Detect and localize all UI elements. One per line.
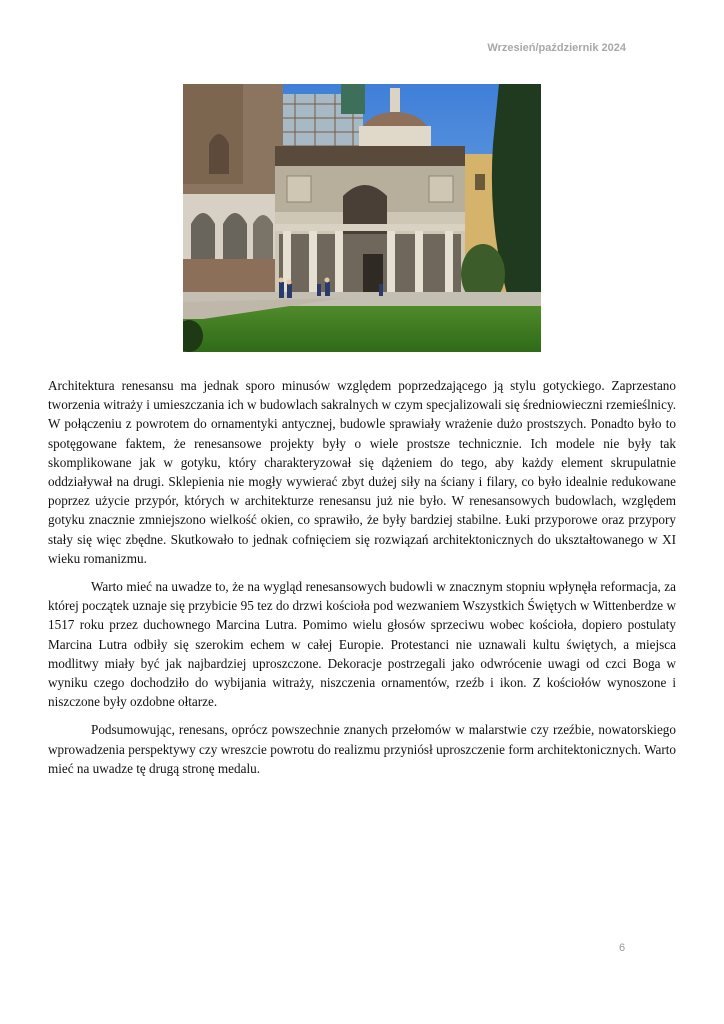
chapel-photo — [183, 84, 541, 352]
paragraph-1: Architektura renesansu ma jednak sporo minusów względem poprzedzającego ją stylu gotyckiego. Zaprzestano tworzenia witraży i umieszczania ich w budowlach sakralnych w czym specjalizowali się średniowieczni rzemieślnicy. W połączeniu z powrotem do ornamentyki antycznej, budowle sprawiały wrażenie dużo prostszych. Ponadto było to spotęgowane faktem, że renesansowe projekty były o wiele prostsze technicznie. Ich modele nie były tak skomplikowane jak w gotyku, który charakteryzował się dążeniem do tego, aby każdy element skrupulatnie oddziaływał na drugi. Sklepienia nie mogły wywierać zbyt dużej siły na ściany i filary, co było idealnie redukowane poprzez użycie przypór, których w architekturze renesansu już nie było. W renesansowych budowlach, względem gotyku znacznie zmniejszono wielkość okien, co sprawiło, że były bardziej stabilne. Łuki przyporowe oraz przypory stały się więc zbędne. Skutkowało to jednak cofnięciem się rozwiązań architektonicznych do ukształtowanego w XI wieku romanizmu. — [48, 378, 676, 566]
issue-date-header: Wrzesień/październik 2024 — [487, 42, 626, 54]
article-body — [48, 376, 676, 787]
paragraph-3: Podsumowując, renesans, oprócz powszechnie znanych przełomów w malarstwie czy rzeźbie, nowatorskiego wprowadzenia perspektywy czy wreszcie powrotu do realizmu przyniósł uproszczenie form architektonicznych. Warto mieć na uwadze tę drugą stronę medalu. — [48, 722, 676, 776]
paragraph-2: Warto mieć na uwadze to, że na wygląd renesansowych budowli w znacznym stopniu wpłynęła reformacja, za której początek uznaje się przybicie 95 tez do drzwi kościoła pod wezwaniem Wszystkich Świętych w Wittenberdze w 1517 roku przez duchownego Marcina Lutra. Pomimo wielu głosów sprzeciwu wobec kościoła, dopiero postulaty Marcina Lutra odbiły się szerokim echem w całej Europie. Protestanci nie uznawali kultu świętych, a miejsca modlitwy miały być jak najbardziej uproszczone. Dekoracje postrzegali jako odwrócenie uwagi od czci Boga w wyniku czego dochodziło do wybijania witraży, niszczenia ornamentów, rzeźb i ikon. Z kościołów wynoszone i niszczone były ozdobne ołtarze. — [48, 579, 676, 710]
page-number: 6 — [619, 942, 626, 954]
